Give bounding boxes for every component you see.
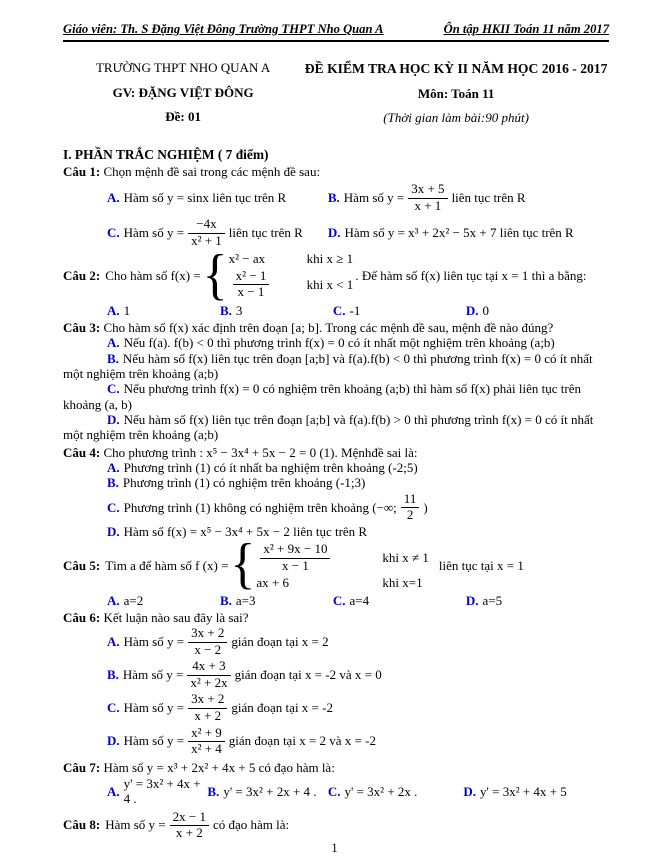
fraction-denominator: x − 1 bbox=[282, 557, 309, 573]
fraction bbox=[260, 542, 330, 573]
question-text: Cho phương trình : x⁵ − 3x⁴ + 5x − 2 = 0 (1). Mệnhđề sai là: bbox=[103, 444, 418, 460]
case-row bbox=[256, 575, 429, 590]
option-text: Nếu f(a). f(b) < 0 thì phương trình f(x) = 0 có ít nhất một nghiệm trên khoảng (a;b) bbox=[123, 335, 555, 351]
option-b bbox=[207, 776, 327, 807]
question-8 bbox=[63, 809, 609, 842]
option-text: Hàm số y = bbox=[123, 733, 185, 749]
option-text: Phương trình (1) có nghiệm trên khoảng (-1;3) bbox=[122, 475, 366, 491]
fraction-denominator: x + 2 bbox=[175, 825, 203, 841]
option-letter: A. bbox=[107, 335, 120, 351]
option-letter: D. bbox=[463, 783, 477, 799]
fraction bbox=[188, 726, 225, 757]
option-text: Hàm số f(x) = x⁵ − 3x⁴ + 5x − 2 liên tục trên R bbox=[123, 523, 368, 539]
question-2 bbox=[63, 244, 609, 318]
option-c bbox=[63, 691, 609, 724]
option-text: y' = 3x² + 4x + 5 bbox=[480, 783, 567, 799]
option-text: gián đoạn tại x = -2 bbox=[231, 700, 333, 716]
option-letter: B. bbox=[107, 475, 119, 491]
fraction-numerator: x² − 1 bbox=[233, 269, 270, 286]
question-label: Câu 8: bbox=[63, 817, 101, 833]
option-text: liên tục trên R bbox=[451, 190, 526, 206]
info-right-column bbox=[303, 56, 609, 131]
case-row bbox=[256, 541, 429, 574]
option-letter: B. bbox=[207, 783, 220, 799]
fraction bbox=[187, 659, 230, 690]
option-c bbox=[63, 491, 609, 524]
section-title: I. PHẦN TRẮC NGHIỆM ( 7 điểm) bbox=[63, 147, 269, 163]
question-label: Câu 7: bbox=[63, 759, 101, 775]
case-condition: khi x ≠ 1 bbox=[382, 550, 429, 566]
fraction-denominator: x + 2 bbox=[194, 707, 222, 723]
option-letter: D. bbox=[107, 733, 120, 749]
option-text: Hàm số y = bbox=[122, 667, 184, 683]
piecewise-cases bbox=[229, 251, 354, 300]
question-3 bbox=[63, 320, 609, 443]
question-7 bbox=[63, 760, 609, 807]
case-row bbox=[229, 251, 354, 266]
option-letter: B. bbox=[107, 350, 119, 366]
exam-code: Đề: 01 bbox=[165, 109, 201, 125]
case-expression: ax + 6 bbox=[256, 575, 289, 591]
subject-name: Môn: Toán 11 bbox=[417, 85, 495, 101]
option-letter: B. bbox=[327, 190, 340, 206]
fraction-numerator: 11 bbox=[401, 492, 420, 509]
question-text: Chọn mệnh đề sai trong các mệnh đề sau: bbox=[103, 163, 321, 179]
fraction bbox=[188, 692, 227, 723]
option-b bbox=[328, 181, 609, 214]
fraction bbox=[233, 269, 270, 300]
option-c bbox=[328, 776, 464, 807]
question-statement bbox=[63, 534, 609, 596]
left-brace: { bbox=[202, 244, 228, 306]
option-text: Hàm số y = x³ + 2x² − 5x + 7 liên tục trên R bbox=[344, 225, 574, 241]
option-a bbox=[107, 190, 328, 205]
question-text: có đạo hàm là: bbox=[212, 817, 290, 833]
fraction-numerator: x² + 9 bbox=[188, 726, 225, 743]
fraction bbox=[401, 492, 420, 523]
option-text: Hàm số y = bbox=[123, 225, 185, 241]
option-text: Hàm số y = bbox=[123, 634, 185, 650]
fraction-denominator: 2 bbox=[406, 507, 414, 523]
fraction-numerator: x² + 9x − 10 bbox=[260, 542, 330, 559]
option-text: gián đoạn tại x = 2 và x = -2 bbox=[228, 733, 376, 749]
fraction-numerator: 3x + 5 bbox=[408, 182, 447, 199]
option-text: y' = 3x² + 2x + 4 . bbox=[223, 783, 317, 799]
case-expression bbox=[256, 541, 368, 574]
fraction-denominator: x² + 2x bbox=[190, 674, 228, 690]
case-condition: khi x=1 bbox=[382, 575, 423, 591]
option-letter: A. bbox=[107, 190, 120, 206]
question-label: Câu 5: bbox=[63, 558, 101, 574]
fraction bbox=[408, 182, 447, 213]
case-row bbox=[229, 268, 354, 301]
option-letter: A. bbox=[107, 302, 120, 318]
option-b bbox=[63, 658, 609, 691]
option-letter: C. bbox=[107, 700, 120, 716]
fraction-numerator: −4x bbox=[188, 217, 225, 234]
question-text: Cho hàm số f(x) xác định trên đoạn [a; b]. Trong các mệnh đề sau, mệnh đề nào đúng? bbox=[103, 320, 554, 336]
option-letter: C. bbox=[332, 302, 346, 318]
option-text: Nếu phương trình f(x) = 0 có nghiệm trên khoảng (a;b) thì hàm số f(x) phải liên tục trên khoảng (a, b) bbox=[63, 381, 581, 412]
fraction-numerator: 4x + 3 bbox=[187, 659, 230, 676]
fraction bbox=[170, 810, 209, 841]
question-text: . Để hàm số f(x) liên tục tại x = 1 thì a bằng: bbox=[355, 268, 587, 284]
header-topic-text: Ôn tập HKII Toán 11 năm 2017 bbox=[443, 22, 609, 36]
question-statement bbox=[63, 244, 609, 306]
option-letter: C. bbox=[327, 783, 341, 799]
option-text: Nếu hàm số f(x) liên tục trên đoạn [a;b] và f(a).f(b) > 0 thì phương trình f(x) = 0 có ít nhất một nghiệm trên khoảng (a;b) bbox=[63, 412, 594, 443]
question-5 bbox=[63, 534, 609, 608]
question-text: Hàm số y = x³ + 2x² + 4x + 5 có đạo hàm là: bbox=[103, 759, 335, 775]
option-b bbox=[220, 303, 333, 318]
question-7-options bbox=[63, 776, 609, 807]
fraction-denominator: x − 2 bbox=[194, 641, 222, 657]
option-letter: D. bbox=[107, 523, 120, 539]
fraction-denominator: x + 1 bbox=[414, 197, 442, 213]
exam-info-block bbox=[63, 56, 609, 131]
fraction-numerator: 2x − 1 bbox=[170, 810, 209, 827]
question-1 bbox=[63, 164, 609, 250]
question-label: Câu 2: bbox=[63, 268, 101, 284]
option-letter: A. bbox=[107, 783, 120, 799]
option-c bbox=[333, 303, 466, 318]
option-a bbox=[63, 625, 609, 658]
piecewise-cases bbox=[256, 541, 429, 590]
option-d bbox=[328, 225, 609, 240]
option-text: Hàm số y = sinx liên tục trên R bbox=[123, 190, 287, 206]
question-text: liên tục tại x = 1 bbox=[438, 558, 524, 574]
question-4 bbox=[63, 445, 609, 539]
option-text: a=3 bbox=[235, 592, 256, 608]
question-5-options bbox=[63, 593, 609, 608]
option-a bbox=[63, 460, 609, 475]
option-letter: A. bbox=[107, 634, 120, 650]
option-text: 0 bbox=[482, 302, 490, 318]
option-text: y' = 3x² + 2x . bbox=[344, 783, 418, 799]
left-brace: { bbox=[230, 534, 256, 596]
question-6 bbox=[63, 610, 609, 758]
document-header bbox=[63, 22, 609, 42]
option-letter: B. bbox=[219, 302, 232, 318]
option-text: a=2 bbox=[123, 592, 144, 608]
option-text: Phương trình (1) có ít nhất ba nghiệm trên khoảng (-2;5) bbox=[123, 460, 418, 476]
question-text: Kết luận nào sau đây là sai? bbox=[103, 609, 249, 625]
fraction-denominator: x² + 4 bbox=[191, 741, 222, 757]
header-teacher-text: Giáo viên: Th. S Đặng Việt Đông Trường THPT Nho Quan A bbox=[63, 22, 384, 36]
question-2-options bbox=[63, 303, 609, 318]
option-text: Hàm số y = bbox=[123, 700, 185, 716]
question-label: Câu 6: bbox=[63, 609, 101, 625]
question-text: Tìm a để hàm số f (x) = bbox=[105, 558, 229, 574]
option-letter: D. bbox=[465, 302, 479, 318]
page-number: 1 bbox=[331, 841, 338, 856]
option-text: Phương trình (1) không có nghiệm trên khoảng (−∞; bbox=[123, 499, 397, 515]
option-text: -1 bbox=[349, 302, 361, 318]
option-letter: A. bbox=[107, 592, 120, 608]
fraction-numerator: 3x + 2 bbox=[188, 626, 227, 643]
option-d bbox=[463, 776, 609, 807]
option-letter: B. bbox=[107, 667, 119, 683]
option-a bbox=[63, 335, 609, 350]
fraction-denominator: x² + 1 bbox=[191, 232, 222, 248]
option-text: gián đoạn tại x = -2 và x = 0 bbox=[234, 667, 382, 683]
question-1-options bbox=[63, 181, 609, 249]
question-label: Câu 3: bbox=[63, 320, 101, 336]
option-c bbox=[333, 593, 466, 608]
option-a bbox=[107, 593, 220, 608]
option-letter: B. bbox=[219, 592, 232, 608]
option-letter: C. bbox=[107, 225, 120, 241]
school-name: TRƯỜNG THPT NHO QUAN A bbox=[95, 59, 271, 75]
question-text: Cho hàm số f(x) = bbox=[105, 268, 201, 284]
option-letter: C. bbox=[107, 499, 120, 515]
option-d bbox=[63, 524, 609, 539]
info-left-column bbox=[63, 56, 303, 131]
option-c bbox=[63, 381, 609, 412]
case-condition: khi x < 1 bbox=[306, 276, 354, 292]
fraction-numerator: 3x + 2 bbox=[188, 692, 227, 709]
option-letter: D. bbox=[107, 412, 120, 428]
case-condition: khi x ≥ 1 bbox=[306, 251, 354, 267]
option-text: Hàm số y = bbox=[343, 190, 405, 206]
case-expression bbox=[229, 268, 293, 301]
fraction bbox=[188, 626, 227, 657]
option-text: a=4 bbox=[349, 592, 370, 608]
exam-title: ĐỀ KIỂM TRA HỌC KỲ II NĂM HỌC 2016 - 2017 bbox=[304, 60, 608, 76]
question-statement bbox=[63, 809, 609, 842]
option-a bbox=[107, 776, 207, 807]
option-text: a=5 bbox=[482, 592, 503, 608]
option-letter: C. bbox=[332, 592, 346, 608]
question-label: Câu 1: bbox=[63, 163, 101, 179]
option-d bbox=[63, 725, 609, 758]
piecewise-function bbox=[230, 534, 429, 596]
option-letter: A. bbox=[107, 460, 120, 476]
option-text: liên tục trên R bbox=[228, 225, 303, 241]
option-text: y' = 3x² + 4x + 4 . bbox=[123, 775, 201, 807]
option-letter: D. bbox=[327, 225, 341, 241]
case-expression: x² − ax bbox=[228, 251, 266, 267]
option-letter: C. bbox=[107, 381, 120, 397]
question-text: Hàm số y = bbox=[105, 817, 166, 833]
fraction-denominator: x − 1 bbox=[237, 284, 265, 300]
piecewise-function bbox=[202, 244, 354, 306]
option-text: ) bbox=[423, 499, 428, 515]
option-text: 1 bbox=[123, 302, 131, 318]
option-b bbox=[63, 351, 609, 382]
option-letter: D. bbox=[465, 592, 479, 608]
option-text: 3 bbox=[235, 302, 243, 318]
option-d bbox=[63, 412, 609, 443]
option-b bbox=[63, 475, 609, 490]
question-label: Câu 4: bbox=[63, 444, 101, 460]
teacher-name: GV: ĐẶNG VIỆT ĐÔNG bbox=[112, 84, 254, 100]
option-d bbox=[466, 303, 609, 318]
exam-duration: (Thời gian làm bài:90 phút) bbox=[383, 110, 529, 126]
option-text: Nếu hàm số f(x) liên tục trên đoạn [a;b] và f(a).f(b) < 0 thì phương trình f(x) = 0 có ít nhất một nghiệm trên khoảng (a;b) bbox=[63, 350, 593, 382]
option-text: gián đoạn tại x = 2 bbox=[231, 634, 329, 650]
option-d bbox=[466, 593, 609, 608]
